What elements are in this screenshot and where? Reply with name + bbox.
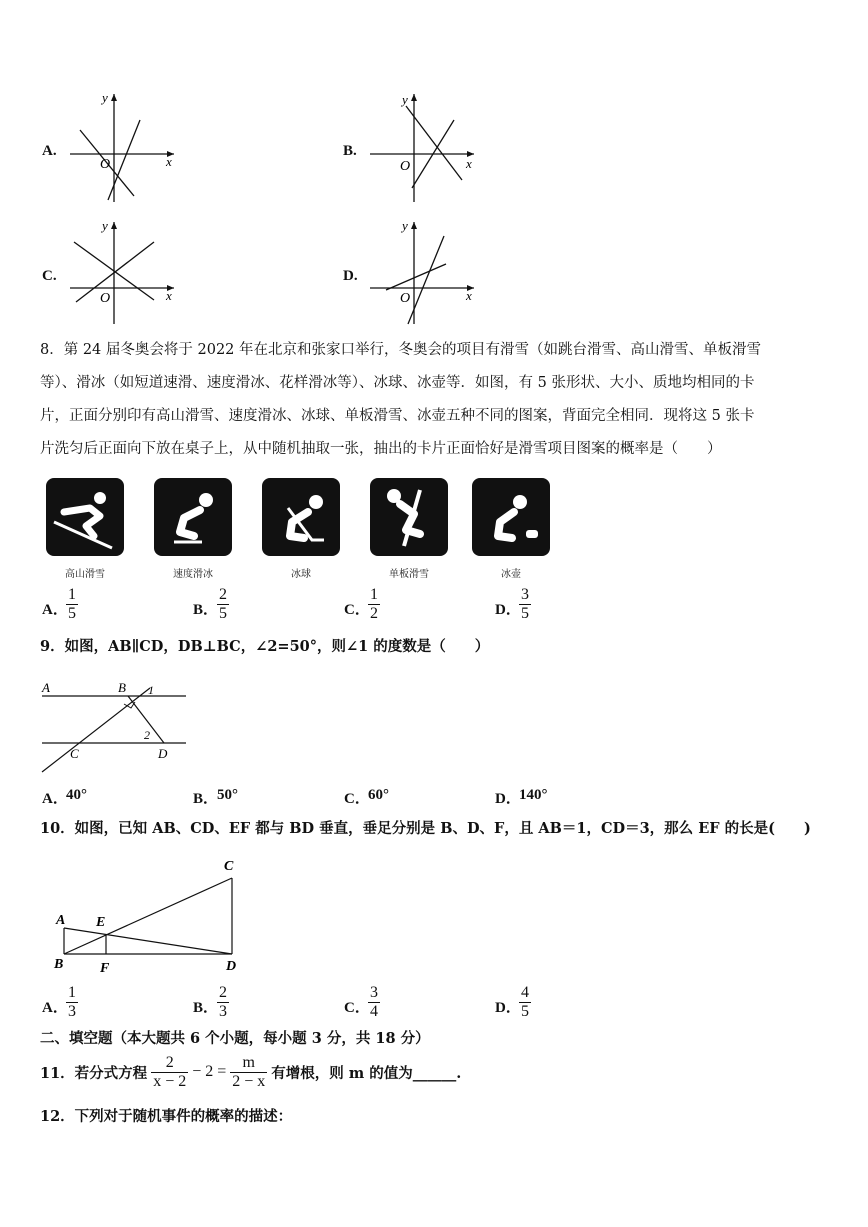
section-2-heading: 二、填空题（本大题共 6 个小题，每小题 3 分，共 18 分）	[40, 1030, 430, 1047]
q8-line-4: 片洗匀后正面向下放在桌子上，从中随机抽取一张，抽出的卡片正面恰好是滑雪项目图案的概率是（ ）	[40, 441, 722, 457]
q10-option-d-label[interactable]: D．	[495, 1000, 521, 1016]
card-snowboard	[370, 478, 448, 556]
q8-option-a-label[interactable]: A．	[42, 602, 68, 618]
caption-speed-skating: 速度滑冰	[173, 569, 213, 580]
card-speed-skating	[154, 478, 232, 556]
q8-line-3: 片，正面分别印有高山滑雪、速度滑冰、冰球、单板滑雪、冰壶五种不同的图案，背面完全相同．现将这 5 张卡	[40, 408, 755, 424]
ice-hockey-icon	[262, 478, 340, 556]
q10-label-e: E	[96, 915, 106, 930]
q8-option-d-fraction: $\frac{3}{5}$	[521, 586, 529, 622]
q9-option-a-label[interactable]: A．	[42, 791, 68, 807]
q11-suffix[interactable]: 有增根，则 m 的值为______.	[271, 1064, 462, 1082]
q9-option-c-text: 60°	[368, 787, 389, 803]
snowboard-icon	[370, 478, 448, 556]
q8-option-c-label[interactable]: C．	[344, 602, 370, 618]
q10-figure	[50, 854, 250, 978]
q8-option-d-label[interactable]: D．	[495, 602, 521, 618]
caption-ice-hockey: 冰球	[291, 569, 311, 580]
q10-label-c: C	[224, 859, 234, 874]
q7a-y-label: y	[102, 90, 108, 105]
q9-option-d-text: 140°	[519, 787, 548, 803]
speed-skating-icon	[154, 478, 232, 556]
q9-option-b-label[interactable]: B．	[193, 791, 219, 807]
q9-option-c-label[interactable]: C．	[344, 791, 370, 807]
caption-snowboard: 单板滑雪	[389, 569, 429, 580]
q7-graph-b	[362, 88, 482, 206]
q8-line-1: 8．第 24 届冬奥会将于 2022 年在北京和张家口举行，冬奥会的项目有滑雪（如跳台滑雪、高山滑雪、单板滑雪	[40, 342, 762, 358]
q7-option-a-label[interactable]: A.	[42, 143, 57, 159]
q7b-x-label: x	[466, 156, 472, 171]
card-curling	[472, 478, 550, 556]
card-alpine-skiing	[46, 478, 124, 556]
q10-option-b-label[interactable]: B．	[193, 1000, 219, 1016]
q7c-x-label: x	[166, 288, 172, 303]
q9-label-a: A	[42, 680, 50, 695]
q9-label-b: B	[118, 680, 126, 695]
q7b-y-label: y	[402, 92, 408, 107]
alpine-skiing-icon	[46, 478, 124, 556]
q10-option-b-fraction: $\frac{2}{3}$	[219, 984, 227, 1020]
q7-option-c-label[interactable]: C.	[42, 268, 57, 284]
q11-middle: − 2 =	[192, 1063, 227, 1080]
q7-graph-d	[362, 216, 482, 328]
q10-label-d: D	[226, 959, 237, 974]
q11-line	[40, 1052, 461, 1092]
q7-option-d-label[interactable]: D.	[343, 268, 358, 284]
q8-option-b-fraction: $\frac{2}{5}$	[219, 586, 227, 622]
q11-fraction-1: 2 x − 2	[153, 1053, 187, 1090]
q9-figure	[38, 676, 198, 776]
q9-label-c: C	[70, 746, 79, 761]
q10-option-a-fraction: $\frac{1}{3}$	[68, 984, 76, 1020]
q9-option-a-text: 40°	[66, 787, 87, 803]
q9-option-d-label[interactable]: D．	[495, 791, 521, 807]
q7-option-b-label[interactable]: B.	[343, 143, 357, 159]
q12-stem: 12．下列对于随机事件的概率的描述：	[40, 1108, 293, 1125]
q8-stem	[40, 334, 830, 466]
q7b-origin-label: O	[400, 159, 411, 174]
q7-graph-c	[62, 216, 182, 328]
q10-label-a: A	[56, 913, 66, 928]
q11-fraction-2: $\frac{m}{2 - x}$	[232, 1053, 266, 1090]
q10-label-b: B	[54, 957, 64, 972]
q9-label-angle2: 2	[144, 728, 150, 742]
caption-alpine-skiing: 高山滑雪	[65, 569, 105, 580]
q10-option-a-label[interactable]: A．	[42, 1000, 68, 1016]
q10-stem: 10．如图，已知 AB、CD、EF 都与 BD 垂直，垂足分别是 B、D、F，且 AB＝1，CD＝3，那么 EF 的长是( )	[40, 820, 811, 837]
q9-label-angle1: 1	[148, 683, 154, 697]
q8-option-c-fraction: $\frac{1}{2}$	[370, 586, 378, 622]
q7d-x-label: x	[466, 288, 472, 303]
q10-label-f: F	[100, 961, 110, 976]
q8-line-2: 等）、滑冰（如短道速滑、速度滑冰、花样滑冰等）、冰球、冰壶等．如图，有 5 张形状、大小、质地均相同的卡	[40, 375, 755, 391]
q9-option-b-text: 50°	[217, 787, 238, 803]
q7a-x-label: x	[166, 154, 172, 169]
card-ice-hockey	[262, 478, 340, 556]
q8-option-b-label[interactable]: B．	[193, 602, 219, 618]
q7-graph-a	[62, 88, 182, 206]
q7c-y-label: y	[102, 218, 108, 233]
q10-option-c-label[interactable]: C．	[344, 1000, 370, 1016]
q10-option-d-fraction: $\frac{4}{5}$	[521, 984, 529, 1020]
q9-label-d: D	[158, 746, 168, 761]
q7c-origin-label: O	[100, 291, 111, 306]
q9-stem: 9．如图，AB∥CD，DB⊥BC，∠2=50°，则∠1 的度数是（ ）	[40, 638, 490, 655]
q10-option-c-fraction: $\frac{3}{4}$	[370, 984, 378, 1020]
q11-prefix: 11．若分式方程	[40, 1064, 148, 1082]
q7d-origin-label: O	[400, 291, 411, 306]
caption-curling: 冰壶	[501, 569, 521, 580]
q7d-y-label: y	[402, 218, 408, 233]
q7a-origin-label: O	[100, 157, 111, 172]
q8-option-a-fraction: $\frac{1}{5}$	[68, 586, 76, 622]
curling-icon	[472, 478, 550, 556]
